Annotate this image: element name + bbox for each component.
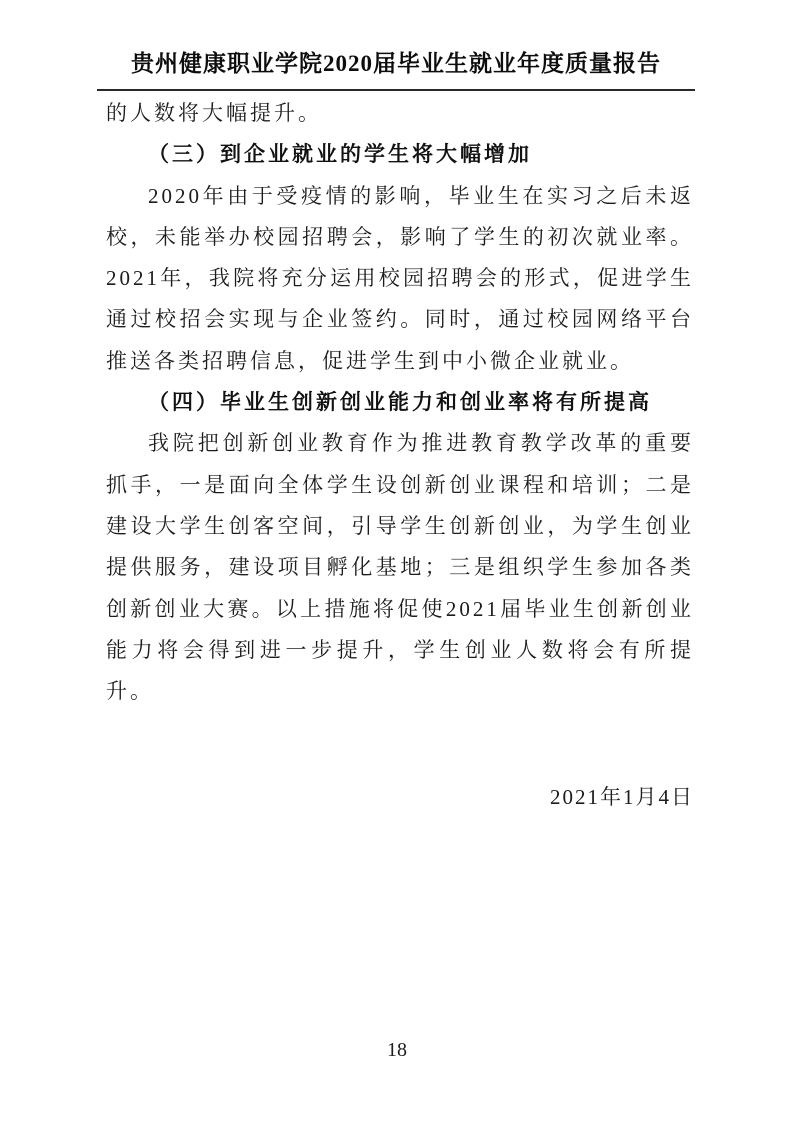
section-heading-three: （三）到企业就业的学生将大幅增加 — [148, 142, 532, 167]
paragraph-continuation: 的人数将大幅提升。 — [106, 101, 322, 125]
page-number: 18 — [387, 1039, 407, 1061]
document-title: 贵州健康职业学院2020届毕业生就业年度质量报告 — [131, 51, 661, 76]
page-footer — [0, 1039, 794, 1062]
section-heading-four: （四）毕业生创新创业能力和创业率将有所提高 — [148, 390, 652, 415]
section-three-paragraph: 2020年由于受疫情的影响，毕业生在实习之后未返校，未能举办校园招聘会，影响了学生的初次就业率。2021年，我院将充分运用校园招聘会的形式，促进学生通过校招会实现与企业签约。同时，通过校园网络平台推送各类招聘信息，促进学生到中小微企业就业。 — [106, 183, 694, 373]
page-header — [97, 48, 695, 91]
section-four-paragraph: 我院把创新创业教育作为推进教育教学改革的重要抓手，一是面向全体学生设创新创业课程和培训；二是建设大学生创客空间，引导学生创新创业，为学生创业提供服务，建设项目孵化基地；三是组织学生参加各类创新创业大赛。以上措施将促使2021届毕业生创新创业能力将会得到进一步提升，学生创业人数将会有所提升。 — [106, 431, 694, 704]
document-body — [106, 93, 694, 819]
date-line: 2021年1月4日 — [550, 785, 694, 810]
